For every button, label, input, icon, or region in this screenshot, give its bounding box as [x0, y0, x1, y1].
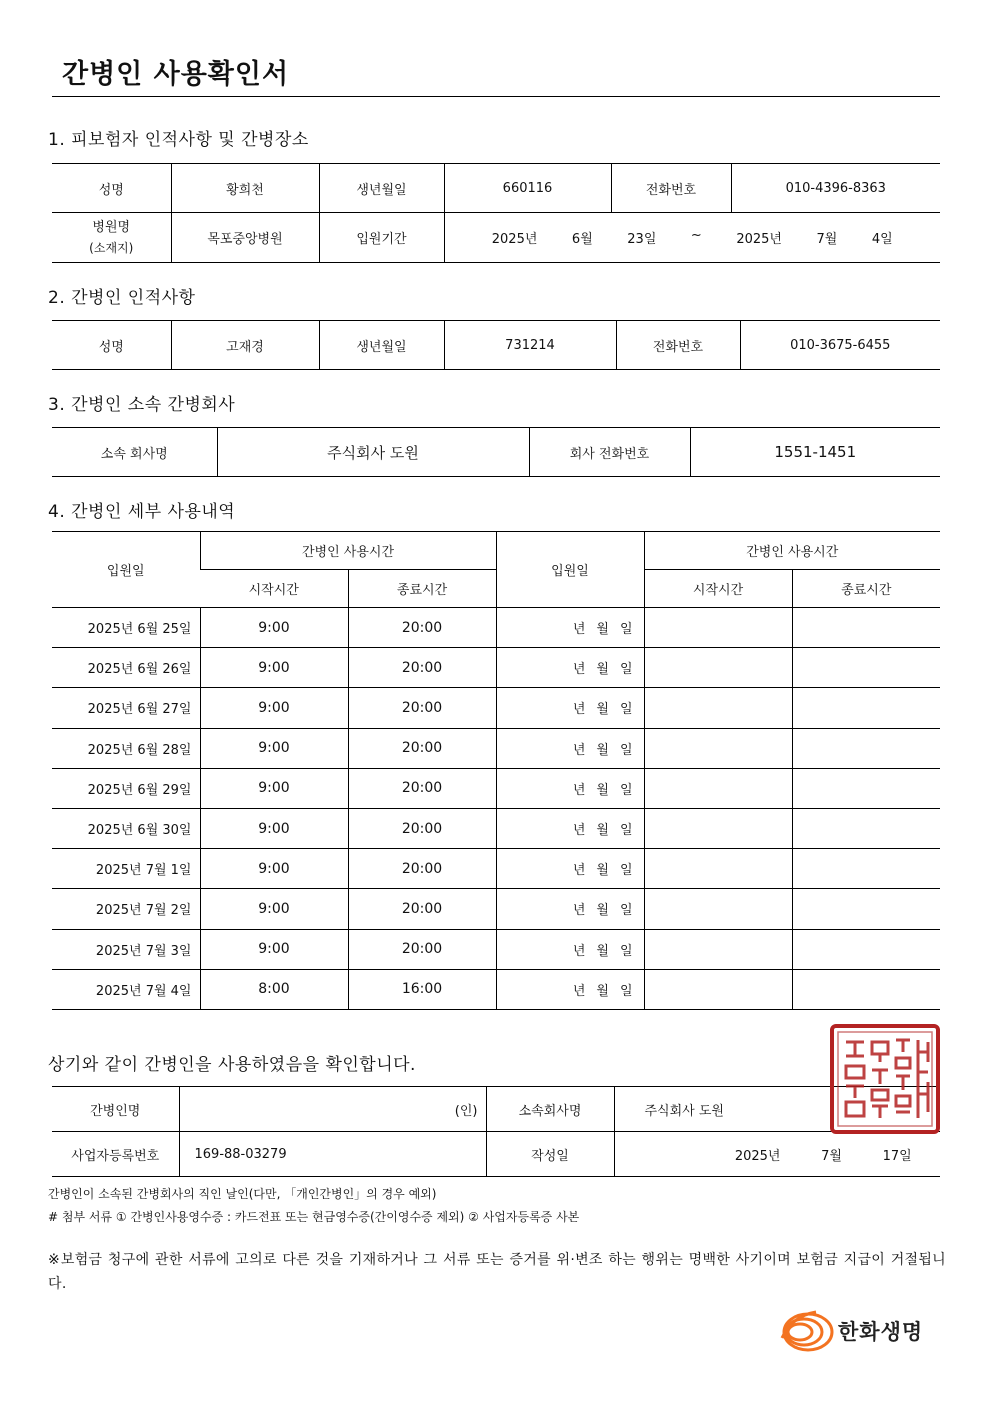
- table-row: [52, 929, 940, 969]
- usage-date-blank: [496, 688, 644, 728]
- usage-start-time-blank: [644, 849, 792, 889]
- usage-start-time: 9:00: [200, 929, 348, 969]
- usage-end-time-blank: [792, 768, 940, 808]
- period-from-month: 6월: [571, 232, 593, 247]
- company-name-value: 주식회사 도원: [217, 428, 529, 477]
- blank-date-m: 월: [596, 782, 610, 798]
- usage-start-time-blank: [644, 728, 792, 768]
- usage-start-time: 9:00: [200, 808, 348, 848]
- hanwha-logo-icon: [778, 1308, 834, 1354]
- usage-end-time: 20:00: [348, 768, 496, 808]
- usage-end-time-blank: [792, 728, 940, 768]
- hospital-value: 목포중앙병원: [171, 213, 319, 263]
- usage-header-date-left: 입원일: [52, 532, 200, 608]
- biz-no-value: 169-88-03279: [179, 1132, 486, 1177]
- usage-start-time-blank: [644, 608, 792, 648]
- blank-date-m: 월: [596, 823, 610, 839]
- blank-date-d: 일: [619, 943, 634, 959]
- blank-date-d: 일: [619, 903, 634, 919]
- blank-date-d: 일: [619, 702, 634, 718]
- sign-company-label: 소속회사명: [486, 1087, 614, 1132]
- blank-date-m: 월: [596, 863, 610, 879]
- usage-header-start-left: 시작시간: [200, 570, 348, 608]
- usage-start-time: 9:00: [200, 608, 348, 648]
- blank-date-y: 년: [572, 943, 587, 959]
- section-1-heading: 1. 피보험자 인적사항 및 간병장소: [48, 130, 309, 150]
- blank-date-d: 일: [619, 742, 634, 758]
- table-row: [52, 608, 940, 648]
- company-info-table: [52, 427, 940, 477]
- blank-date-y: 년: [572, 742, 587, 758]
- blank-date-m: 월: [596, 943, 610, 959]
- blank-date-d: 일: [619, 622, 634, 638]
- caregiver-birth-label: 생년월일: [319, 321, 444, 370]
- sign-company-value: 주식회사 도원: [614, 1087, 940, 1132]
- usage-end-time-blank: [792, 608, 940, 648]
- usage-date-blank: [496, 648, 644, 688]
- usage-date: 2025년 6월 29일: [52, 768, 200, 808]
- period-from-year: 2025년: [491, 232, 538, 247]
- usage-date: 2025년 7월 3일: [52, 929, 200, 969]
- company-name-label: 소속 회사명: [52, 428, 217, 477]
- blank-date-m: 월: [596, 742, 610, 758]
- usage-header-end-right: 종료시간: [792, 570, 940, 608]
- fraud-warning: ※보험금 청구에 관한 서류에 고의로 다른 것을 기재하거나 그 서류 또는 증거를 위·변조 하는 행위는 명백한 사기이며 보험금 지급이 거절됩니다.: [48, 1252, 946, 1292]
- usage-end-time: 20:00: [348, 688, 496, 728]
- usage-end-time-blank: [792, 688, 940, 728]
- period-label: 입원기간: [319, 213, 444, 263]
- seal-mark: (인): [454, 1103, 478, 1119]
- usage-header-time-right: 간병인 사용시간: [644, 532, 940, 570]
- table-row: [52, 648, 940, 688]
- usage-date: 2025년 6월 27일: [52, 688, 200, 728]
- blank-date-m: 월: [596, 622, 610, 638]
- table-row: [52, 688, 940, 728]
- insured-phone-value: 010-4396-8363: [731, 164, 940, 213]
- blank-date-y: 년: [572, 662, 587, 678]
- usage-table: [52, 531, 940, 1010]
- table-row: [52, 728, 940, 768]
- insured-birth-label: 생년월일: [319, 164, 444, 213]
- title-divider: [52, 96, 940, 97]
- usage-end-time: 20:00: [348, 728, 496, 768]
- caregiver-sign-field: [179, 1087, 486, 1132]
- company-phone-value: 1551-1451: [690, 428, 940, 477]
- table-row: [52, 849, 940, 889]
- usage-end-time: 20:00: [348, 808, 496, 848]
- usage-start-time: 8:00: [200, 969, 348, 1009]
- table-row: [52, 808, 940, 848]
- usage-start-time-blank: [644, 929, 792, 969]
- usage-date-blank: [496, 608, 644, 648]
- caregiver-birth-value: 731214: [444, 321, 616, 370]
- usage-start-time: 9:00: [200, 849, 348, 889]
- usage-date-blank: [496, 889, 644, 929]
- usage-end-time-blank: [792, 808, 940, 848]
- hanwha-life-logo: [778, 1308, 923, 1354]
- usage-date-blank: [496, 849, 644, 889]
- usage-end-time-blank: [792, 648, 940, 688]
- blank-date-d: 일: [619, 782, 634, 798]
- usage-start-time-blank: [644, 808, 792, 848]
- written-month: 7월: [821, 1148, 842, 1164]
- usage-start-time-blank: [644, 969, 792, 1009]
- written-year: 2025년: [734, 1148, 781, 1164]
- table-row: [52, 969, 940, 1009]
- seal-note: 간병인이 소속된 간병회사의 직인 날인(다만, 「개인간병인」의 경우 예외): [48, 1187, 437, 1201]
- logo-text: 한화생명: [838, 1320, 924, 1344]
- hospital-label-line1: 병원명: [92, 219, 131, 235]
- usage-date-blank: [496, 969, 644, 1009]
- period-to-month: 7월: [816, 232, 838, 247]
- usage-end-time: 16:00: [348, 969, 496, 1009]
- usage-end-time-blank: [792, 929, 940, 969]
- period-to-day: 4일: [871, 232, 893, 247]
- written-date-label: 작성일: [486, 1132, 614, 1177]
- usage-start-time-blank: [644, 889, 792, 929]
- caregiver-phone-label: 전화번호: [616, 321, 740, 370]
- usage-start-time: 9:00: [200, 728, 348, 768]
- usage-header-time-left: 간병인 사용시간: [200, 532, 496, 570]
- usage-end-time: 20:00: [348, 889, 496, 929]
- blank-date-d: 일: [619, 662, 634, 678]
- caregiver-phone-value: 010-3675-6455: [740, 321, 940, 370]
- blank-date-y: 년: [572, 823, 587, 839]
- biz-no-label: 사업자등록번호: [52, 1132, 179, 1177]
- usage-end-time-blank: [792, 969, 940, 1009]
- written-date: [614, 1132, 940, 1177]
- written-day: 17일: [882, 1148, 912, 1164]
- usage-date: 2025년 7월 2일: [52, 889, 200, 929]
- usage-start-time: 9:00: [200, 889, 348, 929]
- usage-end-time-blank: [792, 849, 940, 889]
- usage-end-time: 20:00: [348, 648, 496, 688]
- usage-end-time-blank: [792, 889, 940, 929]
- usage-date-blank: [496, 728, 644, 768]
- usage-date-blank: [496, 929, 644, 969]
- attachments-note: # 첨부 서류 ① 간병인사용영수증 : 카드전표 또는 현금영수증(간이영수증 제외) ② 사업자등록증 사본: [48, 1210, 580, 1224]
- blank-date-d: 일: [619, 983, 634, 999]
- usage-date: 2025년 6월 30일: [52, 808, 200, 848]
- blank-date-d: 일: [619, 823, 634, 839]
- company-seal-stamp: [828, 1022, 942, 1136]
- insured-birth-value: 660116: [444, 164, 611, 213]
- blank-date-m: 월: [596, 903, 610, 919]
- usage-start-time-blank: [644, 648, 792, 688]
- usage-end-time: 20:00: [348, 929, 496, 969]
- hospital-label: [52, 213, 171, 263]
- caregiver-sign-label: 간병인명: [52, 1087, 179, 1132]
- signature-table: [52, 1086, 940, 1177]
- blank-date-y: 년: [572, 782, 587, 798]
- caregiver-name-label: 성명: [52, 321, 171, 370]
- usage-start-time-blank: [644, 688, 792, 728]
- usage-header-date-right: 입원일: [496, 532, 644, 608]
- period-tilde: ~: [690, 228, 702, 243]
- blank-date-y: 년: [572, 903, 587, 919]
- usage-header-start-right: 시작시간: [644, 570, 792, 608]
- blank-date-y: 년: [572, 983, 587, 999]
- section-3-heading: 3. 간병인 소속 간병회사: [48, 395, 236, 415]
- usage-end-time: 20:00: [348, 608, 496, 648]
- table-row: [52, 768, 940, 808]
- usage-start-time: 9:00: [200, 768, 348, 808]
- usage-date: 2025년 7월 1일: [52, 849, 200, 889]
- insured-name-label: 성명: [52, 164, 171, 213]
- admission-period: [444, 213, 940, 263]
- usage-date: 2025년 7월 4일: [52, 969, 200, 1009]
- confirmation-text: 상기와 같이 간병인을 사용하였음을 확인합니다.: [48, 1055, 416, 1075]
- usage-date: 2025년 6월 28일: [52, 728, 200, 768]
- section-2-heading: 2. 간병인 인적사항: [48, 288, 196, 308]
- usage-end-time: 20:00: [348, 849, 496, 889]
- usage-date: 2025년 6월 26일: [52, 648, 200, 688]
- blank-date-y: 년: [572, 863, 587, 879]
- blank-date-y: 년: [572, 702, 587, 718]
- insured-name-value: 황희천: [171, 164, 319, 213]
- page-title: 간병인 사용확인서: [62, 59, 290, 90]
- blank-date-d: 일: [619, 863, 634, 879]
- insured-info-table: [52, 163, 940, 263]
- company-phone-label: 회사 전화번호: [529, 428, 690, 477]
- section-4-heading: 4. 간병인 세부 사용내역: [48, 502, 236, 522]
- caregiver-name-value: 고재경: [171, 321, 319, 370]
- usage-date-blank: [496, 808, 644, 848]
- hospital-label-line2: (소재지): [89, 240, 134, 255]
- usage-header-end-left: 종료시간: [348, 570, 496, 608]
- table-row: [52, 889, 940, 929]
- usage-date-blank: [496, 768, 644, 808]
- period-from-day: 23일: [627, 232, 657, 247]
- blank-date-m: 월: [596, 662, 610, 678]
- usage-start-time: 9:00: [200, 688, 348, 728]
- blank-date-y: 년: [572, 622, 587, 638]
- insured-phone-label: 전화번호: [611, 164, 731, 213]
- usage-start-time: 9:00: [200, 648, 348, 688]
- blank-date-m: 월: [596, 702, 610, 718]
- caregiver-info-table: [52, 320, 940, 370]
- blank-date-m: 월: [596, 983, 610, 999]
- usage-date: 2025년 6월 25일: [52, 608, 200, 648]
- period-to-year: 2025년: [736, 232, 782, 247]
- usage-start-time-blank: [644, 768, 792, 808]
